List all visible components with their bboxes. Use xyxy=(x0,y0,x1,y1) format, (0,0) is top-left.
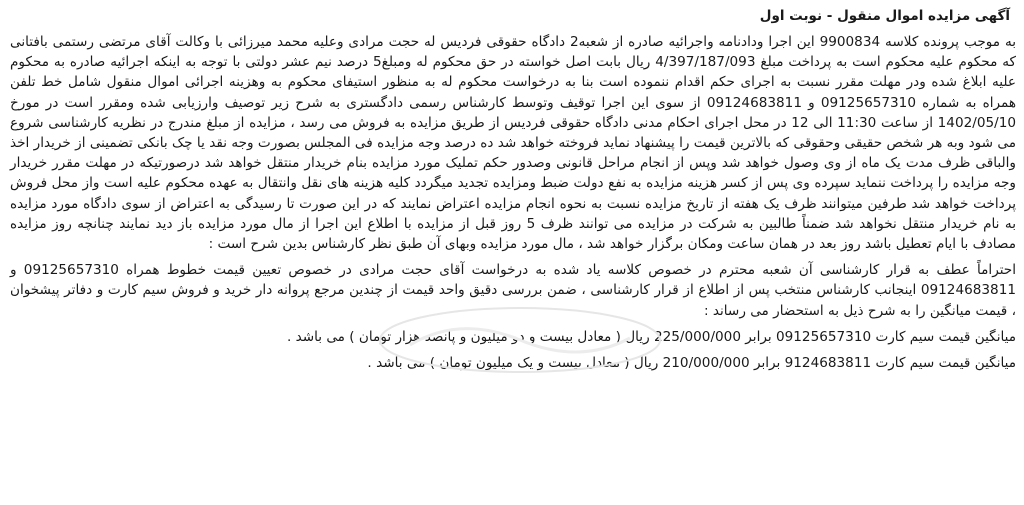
notice-average-price-2: میانگین قیمت سیم کارت 9124683811 برابر 210/000/000 ریال ( معادل بیست و یک میلیون تومان ) می باشد . xyxy=(367,355,1016,372)
notice-title: آگهی مزایده اموال منقول - نوبت اول xyxy=(759,8,1010,24)
notice-average-price-1: میانگین قیمت سیم کارت 09125657310 برابر 225/000/000 ریال ( معادل بیست و دو میلیون و پانصد هزار تومان ) می باشد . xyxy=(286,328,1016,345)
notice-paragraph-expert: احتراماً عطف به قرار کارشناسی آن شعبه محترم در خصوص کلاسه یاد شده به درخواست آقای حجت مرادی در خصوص تعیین قیمت خطوط همراه 09125657310 و 09124683811 اینجانب کارشناس منتخب پس از اطلاع از قرار کارشناسی ، ضمن بررسی دقیق واحد قیمت از چندین مرجع پروانه دار خرید و فروش سیم کارت و دفاتر پیشخوان ، قیمت میانگین را به شرح ذیل به استحضار می رساند : xyxy=(10,262,1016,319)
notice-paragraph-main: به موجب پرونده کلاسه 9900834 این اجرا ودادنامه واجرائیه صادره از شعبه2 دادگاه حقوقی فردیس له حجت مرادی وعلیه محمد میرزائی با وکالت آقای مرتضی رستمی بافتانی که محکوم علیه محکوم است به پرداخت مبلغ 4/397/187/093 ریال بابت اصل خواسته در حق محکوم له ومبلغ5 درصد نیم عشر دولتی با توجه به اینکه اجرائیه صادره به محکوم علیه ابلاغ شده ودر مهلت مقرر نسبت به اجرای حکم اقدام ننموده است بنا به درخواست محکوم له به منظور استیفای محکوم به وهزینه اجرائی اموال منقول شامل خط تلفن همراه به شماره 09125657310 و 09124683811 از سوی این اجرا توقیف وتوسط کارشناس رسمی دادگستری به شرح زیر توصیف وارزیابی شده ومقرر است در مورخ 1402/05/10 از ساعت 11:30 الی 12 در محل اجرای احکام مدنی دادگاه حقوقی فردیس از طریق مزایده به فروش می رسد ، مزایده از مبلغ مندرج در نظریه کارشناسی شروع می شود وبه هر شخص حقیقی وحقوقی که بالاترین قیمت را پیشنهاد نماید فروخته خواهد شد ده درصد وجه مزایده فی المجلس بصورت وجه نقد یا چک بانکی تضمینی از خریدار اخذ والباقی ظرف مدت یک ماه از وی وصول خواهد شد وپس از انجام مراحل قانونی وصدور حکم تملیک مورد مزایده بنام خریدار منتقل خواهد شد درصورتیکه در مهلت مقرر خریدار وجه مزایده را پرداخت ننماید سپرده وی پس از کسر هزینه مزایده به نفع دولت ضبط ومزایده تجدید میگردد کلیه هزینه های نقل وانتقال به عهده محکوم علیه است واز محل فروش پرداخت خواهد شد طرفین میتوانند ظرف یک هفته از تاریخ مزایده نسبت به نحوه انجام مزایده اعتراض نمایند که در این صورت تا رسیدگی به اعتراض از سوی دادگاه مورد مزایده به نام خریدار منتقل نخواهد شد ضمناً طالبین به شرکت در مزایده می توانند ظرف 5 روز قبل از مزایده با اطلاع این اجرا از مال مورد مزایده باز دید نمایند چنانچه روز مزایده مصادف با ایام تعطیل باشد روز بعد در همان ساعت ومکان برگزار خواهد شد ، مال مورد مزایده وبهای آن طبق نظر کارشناس بدین شرح است : xyxy=(10,34,1017,253)
